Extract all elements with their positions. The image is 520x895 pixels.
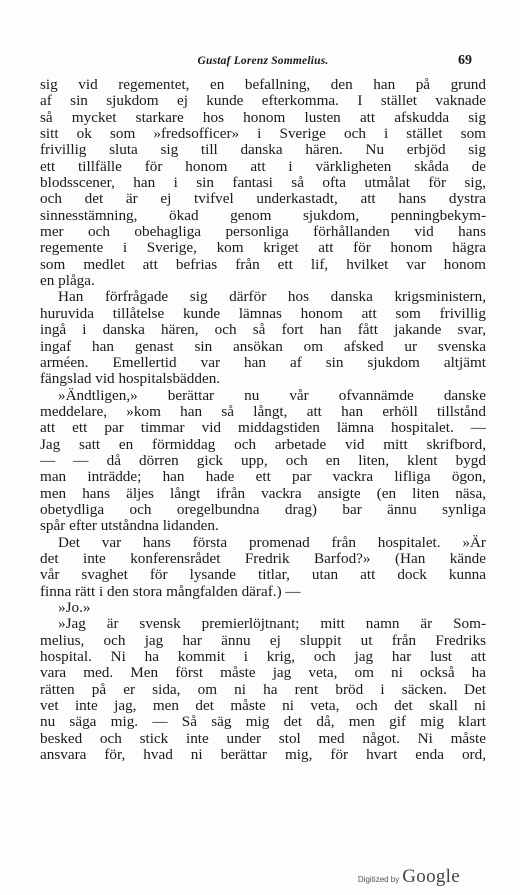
text-line: att ett par timmar vid middagstiden lämna hospitalet. — — [40, 419, 486, 437]
text-line: frivillig sluta sig till danska hären. Nu erbjöd sig — [40, 141, 486, 159]
text-line: vara med. Men först måste jag veta, om ni också ha — [40, 664, 486, 682]
text-line: fängslad vid hospitalsbädden. — [40, 370, 221, 388]
text-line: vår svaghet för lysande titlar, utan att dock kunna — [40, 566, 486, 584]
page-header — [40, 55, 486, 75]
running-head: Gustaf Lorenz Sommelius. — [197, 55, 329, 67]
text-line: melius, och jag har ännu ej sluppit ut från Fredriks — [40, 631, 486, 649]
page-number: 69 — [458, 53, 472, 68]
text-line: ingå i danska hären, och så fort han fått jakande svar, — [40, 321, 486, 339]
text-line: vet inte jag, men det måste ni veta, och det skall ni — [40, 697, 486, 715]
text-line: men hans äljes långt ifrån vackra ansigte (en liten näsa, — [40, 484, 486, 502]
text-line: blodsscener, han i sin fantasi så ofta utmålat för sig, — [40, 174, 486, 192]
text-line: sitt ok som »fredsofficer» i Sverige och i stället som — [40, 125, 486, 143]
text-line: af sin sjukdom ej kunde efterkomma. I stället vaknade — [40, 92, 486, 110]
google-logo: Google — [402, 866, 460, 887]
text-line: det inte konferensrådet Fredrik Barfod?» (Han kände — [40, 549, 486, 567]
text-line: så mycket starkare hos honom lusten att afskudda sig — [40, 108, 486, 126]
text-line: huruvida tillåtelse kunde lämnas honom att som frivillig — [40, 304, 486, 322]
text-line: sig vid regementet, en befallning, den han på grund — [40, 76, 486, 93]
text-line: — — då dörren gick upp, och en liten, klent bygd — [40, 451, 486, 469]
text-line: mer och obehagliga personliga förhållanden vid hans — [40, 223, 486, 241]
text-line: »Jag är svensk premierlöjtnant; mitt namn är Som- — [58, 615, 486, 633]
text-line: regemente i Sverige, kom kriget att för honom hägra — [40, 239, 486, 257]
text-line: finna rätt i den stora mångfalden däraf.) — — [40, 582, 301, 600]
text-line: en plåga. — [40, 272, 95, 290]
text-line: »Jo.» — [58, 599, 91, 616]
text-line: arméen. Emellertid var han af sin sjukdom altjämt — [40, 353, 486, 371]
text-line: som medlet att befrias från ett lif, hvilket var honom — [40, 255, 486, 273]
text-line: ingaf han genast sin ansökan om afsked ur svenska — [40, 337, 486, 355]
text-line: sinnesstämning, ökad genom sjukdom, penningbekym- — [40, 206, 486, 224]
text-line: hospital. Ni ha kommit i krig, och jag har lust att — [40, 648, 486, 666]
text-line: nu säga mig. — Så säg mig det då, men gif mig klart — [40, 713, 486, 731]
text-line: Det var hans första promenad från hospitalet. »Är — [58, 533, 486, 551]
watermark-prefix: Digitized by — [357, 875, 400, 884]
text-line: ett tillfälle för honom att i värkligheten skåda de — [40, 157, 486, 175]
text-line: ansvara för, hvad ni berättar mig, för hvart enda ord, — [40, 746, 486, 764]
digitization-watermark — [358, 866, 460, 890]
text-line: rätten på er sida, om ni ha rent bröd i säcken. Det — [40, 680, 486, 698]
text-line: meddelare, »kom han så långt, att han erhöll tillstånd — [40, 402, 486, 420]
text-line: Han förfrågade sig därför hos danska krigsministern, — [58, 288, 486, 306]
text-line: man inträdde; han hade ett par vackra lifliga ögon, — [40, 468, 486, 486]
text-line: besked och stick inte under stol med något. Ni måste — [40, 729, 486, 747]
text-line: spår efter utståndna lidanden. — [40, 517, 219, 535]
text-line: Jag satt en förmiddag och arbetade vid mitt skrifbord, — [40, 435, 486, 453]
text-line: »Ändtligen,» berättar nu vår ofvannämde danske — [58, 386, 486, 404]
text-line: obetydliga och oregelbundna drag) bar ännu synliga — [40, 500, 486, 518]
body-text — [40, 77, 486, 763]
text-line: och det är ej tvifvel underkastadt, att hans dystra — [40, 190, 486, 208]
